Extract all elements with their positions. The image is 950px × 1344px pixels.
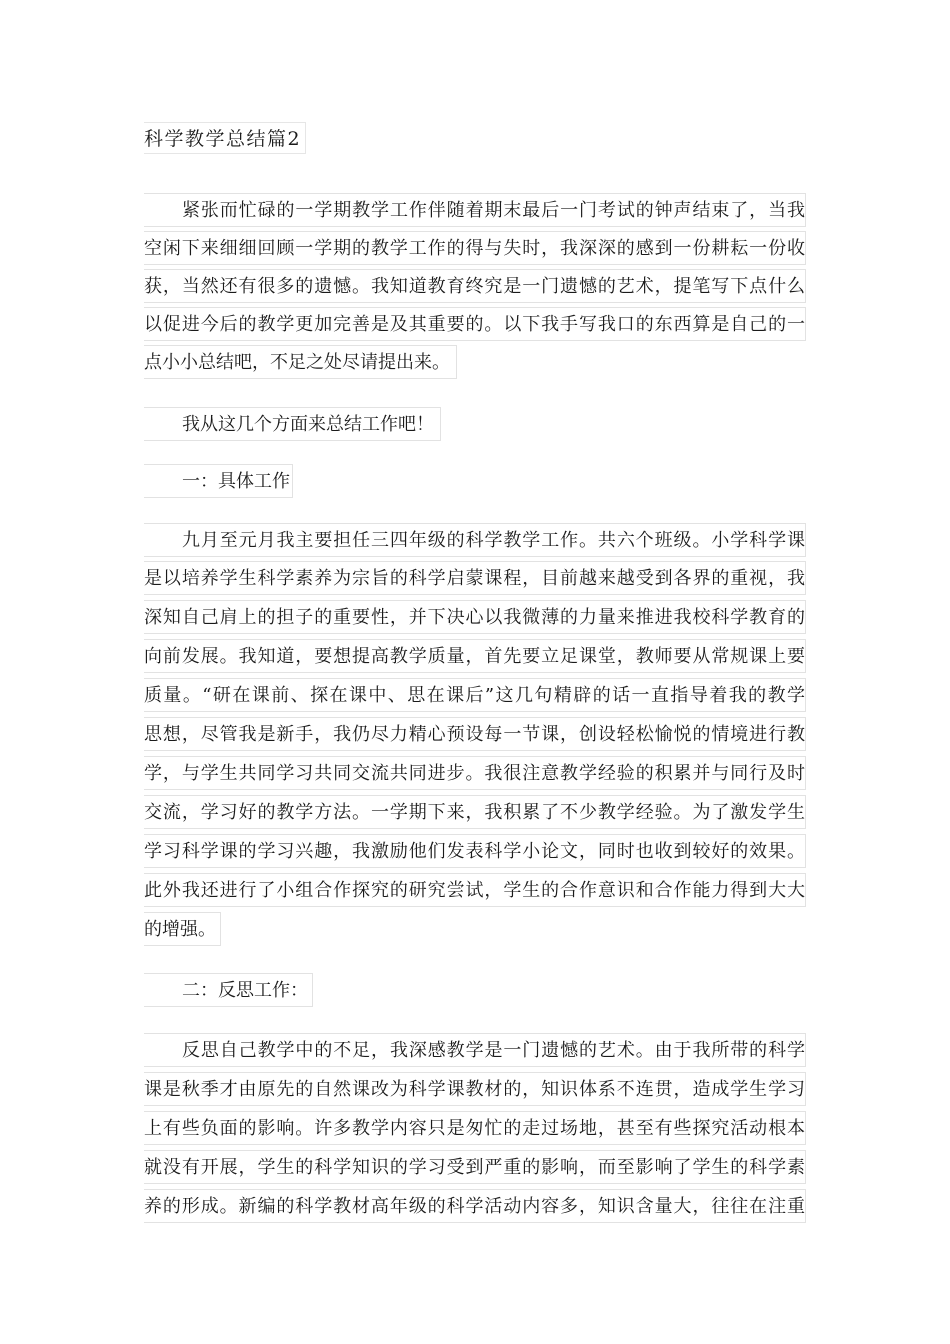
paragraph-3-line-7: 学，与学生共同学习共同交流共同进步。我很注意教学经验的积累并与同行及时 bbox=[144, 756, 806, 790]
section-heading-1: 一：具体工作 bbox=[144, 464, 293, 498]
document-title: 科学教学总结篇2 bbox=[144, 122, 306, 154]
paragraph-4-line-4: 就没有开展，学生的科学知识的学习受到严重的影响，而至影响了学生的科学素 bbox=[144, 1150, 806, 1184]
paragraph-1-line-3: 获，当然还有很多的遗憾。我知道教育终究是一门遗憾的艺术，提笔写下点什么 bbox=[144, 269, 806, 303]
paragraph-1-line-1: 紧张而忙碌的一学期教学工作伴随着期末最后一门考试的钟声结束了，当我 bbox=[144, 193, 806, 227]
paragraph-3-line-10: 此外我还进行了小组合作探究的研究尝试，学生的合作意识和合作能力得到大大 bbox=[144, 873, 806, 907]
paragraph-3-line-9: 学习科学课的学习兴趣，我激励他们发表科学小论文，同时也收到较好的效果。 bbox=[144, 834, 806, 868]
paragraph-2-line-1: 我从这几个方面来总结工作吧！ bbox=[144, 407, 441, 441]
paragraph-4-line-3: 上有些负面的影响。许多教学内容只是匆忙的走过场地，甚至有些探究活动根本 bbox=[144, 1111, 806, 1145]
paragraph-1-line-2: 空闲下来细细回顾一学期的教学工作的得与失时，我深深的感到一份耕耘一份收 bbox=[144, 231, 806, 265]
paragraph-3-line-8: 交流，学习好的教学方法。一学期下来，我积累了不少教学经验。为了激发学生 bbox=[144, 795, 806, 829]
paragraph-4-line-1: 反思自己教学中的不足，我深感教学是一门遗憾的艺术。由于我所带的科学 bbox=[144, 1033, 806, 1067]
section-heading-2: 二：反思工作： bbox=[144, 973, 313, 1007]
paragraph-3-line-5: 质量。“研在课前、探在课中、思在课后”这几句精辟的话一直指导着我的教学 bbox=[144, 678, 806, 712]
paragraph-4-line-2: 课是秋季才由原先的自然课改为科学课教材的，知识体系不连贯，造成学生学习 bbox=[144, 1072, 806, 1106]
paragraph-3-line-2: 是以培养学生科学素养为宗旨的科学启蒙课程，目前越来越受到各界的重视，我 bbox=[144, 561, 806, 595]
paragraph-3-line-3: 深知自己肩上的担子的重要性，并下决心以我微薄的力量来推进我校科学教育的 bbox=[144, 600, 806, 634]
paragraph-3-line-11: 的增强。 bbox=[144, 912, 221, 946]
paragraph-1-line-5: 点小小总结吧，不足之处尽请提出来。 bbox=[144, 345, 457, 379]
paragraph-3-line-6: 思想，尽管我是新手，我仍尽力精心预设每一节课，创设轻松愉悦的情境进行教 bbox=[144, 717, 806, 751]
paragraph-3-line-1: 九月至元月我主要担任三四年级的科学教学工作。共六个班级。小学科学课 bbox=[144, 523, 806, 557]
paragraph-1-line-4: 以促进今后的教学更加完善是及其重要的。以下我手写我口的东西算是自己的一 bbox=[144, 307, 806, 341]
paragraph-3-line-4: 向前发展。我知道，要想提高教学质量，首先要立足课堂，教师要从常规课上要 bbox=[144, 639, 806, 673]
paragraph-4-line-5: 养的形成。新编的科学教材高年级的科学活动内容多，知识含量大，往往在注重 bbox=[144, 1189, 806, 1223]
